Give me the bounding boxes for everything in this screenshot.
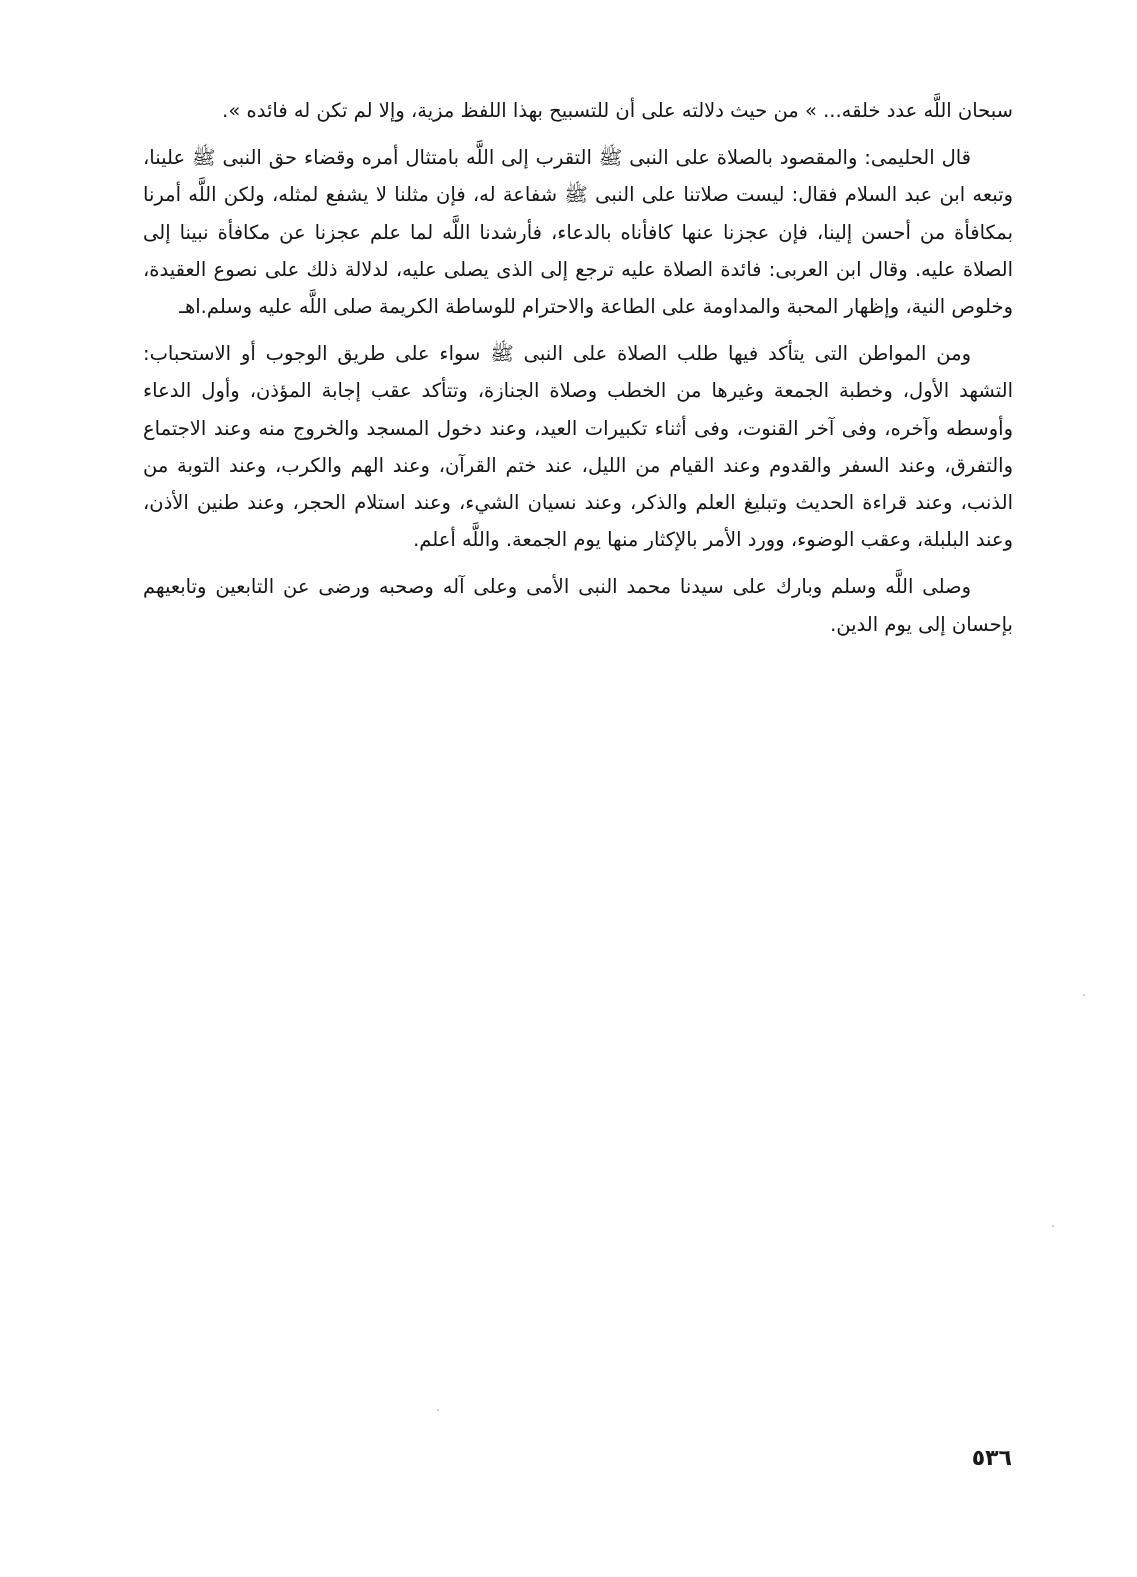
scan-speck (1052, 1225, 1054, 1227)
scan-speck (1083, 994, 1085, 996)
main-text (143, 92, 1013, 643)
scan-speck (437, 1409, 439, 1411)
paragraph-occasions: ومن المواطن التى يتأكد فيها طلب الصلاة على النبى ﷺ سواء على طريق الوجوب أو الاستحباب: التشهد الأول، وخطبة الجمعة وغيرها من الخطب وصلاة الجنازة، وتتأكد عقب إجابة المؤذن، وأول الدعاء وأوسطه وآخره، وفى آخر القنوت، وفى أثناء تكبيرات العيد، وعند دخول المسجد والخروج منه وعند الاجتماع والتفرق، وعند السفر والقدوم وعند القيام من الليل، عند ختم القرآن، وعند الهم والكرب، وعند التوبة من الذنب، وعند قراءة الحديث وتبليغ العلم والذكر، وعند نسيان الشيء، وعند استلام الحجر، وعند طنين الأذن، وعند البلبلة، وعقب الوضوء، وورد الأمر بالإكثار منها يوم الجمعة. واللَّه أعلم. (143, 342, 1013, 552)
page-number: ٥٣٦ (971, 1446, 1012, 1471)
paragraph-continuation: سبحان اللَّه عدد خلقه... » من حيث دلالته على أن للتسبيح بهذا اللفظ مزية، وإلا لم تكن له فائده ». (222, 99, 1013, 122)
paragraph-halimi: قال الحليمى: والمقصود بالصلاة على النبى ﷺ التقرب إلى اللَّه بامتثال أمره وقضاء حق النبى ﷺ علينا، وتبعه ابن عبد السلام فقال: ليست صلاتنا على النبى ﷺ شفاعة له، فإن مثلنا لا يشفع لمثله، ولكن اللَّه أمرنا بمكافأة من أحسن إلينا، فإن عجزنا عنها كافأناه بالدعاء، فأرشدنا اللَّه لما علم عجزنا عن مكافأة نبينا إلى الصلاة عليه. وقال ابن العربى: فائدة الصلاة عليه ترجع إلى الذى يصلى عليه، لدلالة ذلك على نصوع العقيدة، وخلوص النية، وإظهار المحبة والمداومة على الطاعة والاحترام للوساطة الكريمة صلى اللَّه عليه وسلم.اهـ (143, 146, 1013, 319)
paragraph-closing: وصلى اللَّه وسلم وبارك على سيدنا محمد النبى الأمى وعلى آله وصحبه ورضى عن التابعين وتابعيهم بإحسان إلى يوم الدين. (143, 575, 1013, 636)
